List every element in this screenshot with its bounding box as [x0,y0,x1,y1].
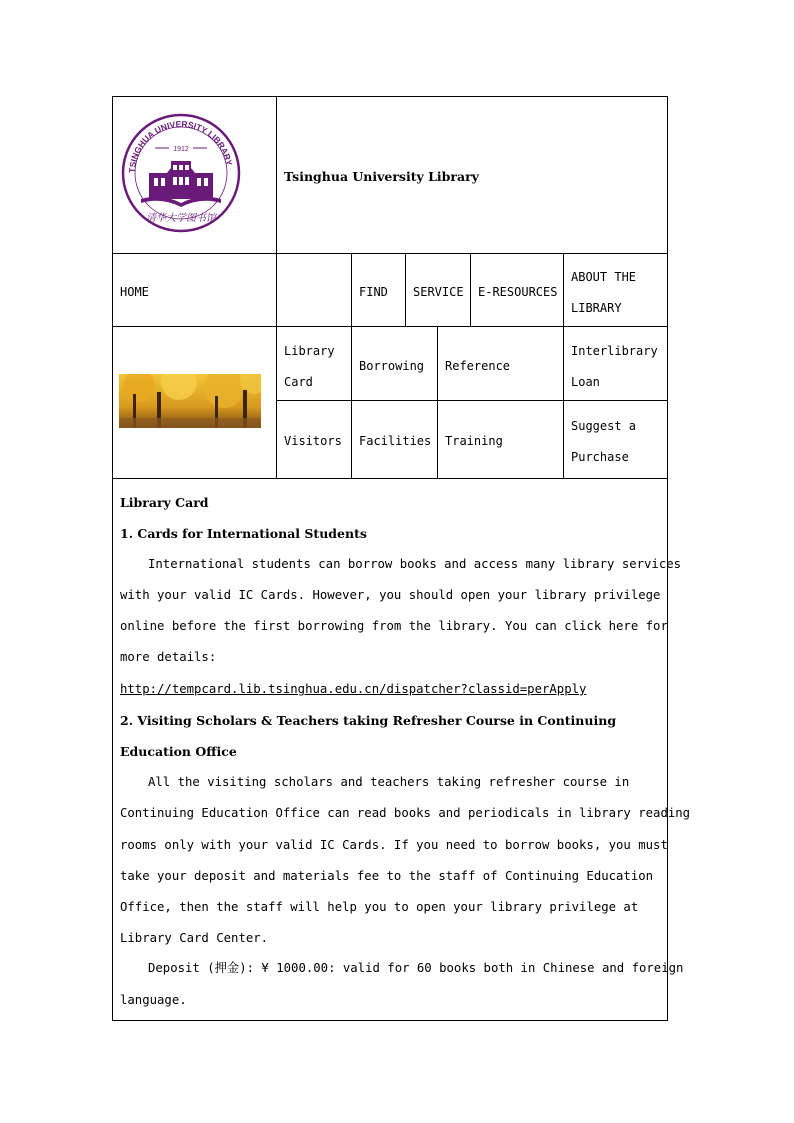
nav-service[interactable]: SERVICE [413,285,464,299]
deposit-line2: language. [120,993,187,1007]
menu-visitors-cell[interactable] [276,400,352,479]
logo-cell [112,96,277,254]
menu-interlibrary-cell[interactable] [563,326,668,401]
menu-borrowing[interactable]: Borrowing [359,359,425,373]
section1-line: online before the first borrowing from the library. You can click here for [120,619,668,633]
photo-cell [112,326,277,479]
nav-eresources-cell[interactable] [470,253,564,327]
temp-card-link[interactable]: http://tempcard.lib.tsinghua.edu.cn/dispatcher?classid=perApply [120,682,587,696]
section2-line: Continuing Education Office can read books and periodicals in library reading [120,806,691,820]
menu-borrowing-cell[interactable] [351,326,438,401]
section2-line: take your deposit and materials fee to the staff of Continuing Education [120,869,654,883]
section1-line: more details: [120,650,217,664]
section2-line: rooms only with your valid IC Cards. If you need to borrow books, you must [120,838,668,852]
menu-facilities-cell[interactable] [351,400,438,479]
menu-interlibrary-line1[interactable]: Interlibrary [571,344,658,358]
menu-reference-cell[interactable] [437,326,564,401]
ginkgo-photo [119,374,261,428]
nav-about-line2[interactable]: LIBRARY [571,301,622,315]
section2-line: All the visiting scholars and teachers taking refresher course in [148,775,630,789]
nav-find[interactable]: FIND [359,285,388,299]
menu-training[interactable]: Training [445,434,503,448]
menu-training-cell[interactable] [437,400,564,479]
section2-title-line1: 2. Visiting Scholars & Teachers taking Refresher Course in Continuing [120,713,617,728]
menu-suggest-line1[interactable]: Suggest a [571,419,637,433]
menu-library-card-line2[interactable]: Card [284,375,313,389]
site-title: Tsinghua University Library [284,169,479,184]
logo-calligraphy: 清华大学图书馆 [146,213,216,224]
menu-visitors[interactable]: Visitors [284,434,342,448]
nav-home[interactable]: HOME [120,285,149,299]
section2-line: Library Card Center. [120,931,269,945]
menu-interlibrary-line2[interactable]: Loan [571,375,600,389]
nav-about-cell[interactable] [563,253,668,327]
nav-home-cell[interactable] [112,253,277,327]
title-cell [276,96,668,254]
nav-empty-cell [276,253,352,327]
menu-facilities[interactable]: Facilities [359,434,432,448]
menu-library-card-cell[interactable] [276,326,352,401]
deposit-line1: Deposit (押金): ¥ 1000.00: valid for 60 books both in Chinese and foreign [148,961,684,975]
menu-suggest-cell[interactable] [563,400,668,479]
content-cell [112,478,691,1021]
content-heading: Library Card [120,495,209,510]
menu-library-card-line1[interactable]: Library [284,344,335,358]
nav-find-cell[interactable] [351,253,406,327]
section1-line: International students can borrow books and access many library services [148,557,682,571]
section1-line: with your valid IC Cards. However, you should open your library privilege [120,588,661,602]
section2-line: Office, then the staff will help you to open your library privilege at [120,900,639,914]
logo-year: 1912 [173,146,189,153]
section2-title-line2: Education Office [120,744,237,759]
logo-ring-text: TSINGHUA UNIVERSITY LIBRARY [126,118,235,174]
nav-service-cell[interactable] [405,253,471,327]
menu-suggest-line2[interactable]: Purchase [571,450,629,464]
menu-reference[interactable]: Reference [445,359,511,373]
section1-title: 1. Cards for International Students [120,526,367,541]
nav-eresources[interactable]: E-RESOURCES [478,285,558,299]
nav-about-line1[interactable]: ABOUT THE [571,270,637,284]
library-logo [119,111,243,235]
